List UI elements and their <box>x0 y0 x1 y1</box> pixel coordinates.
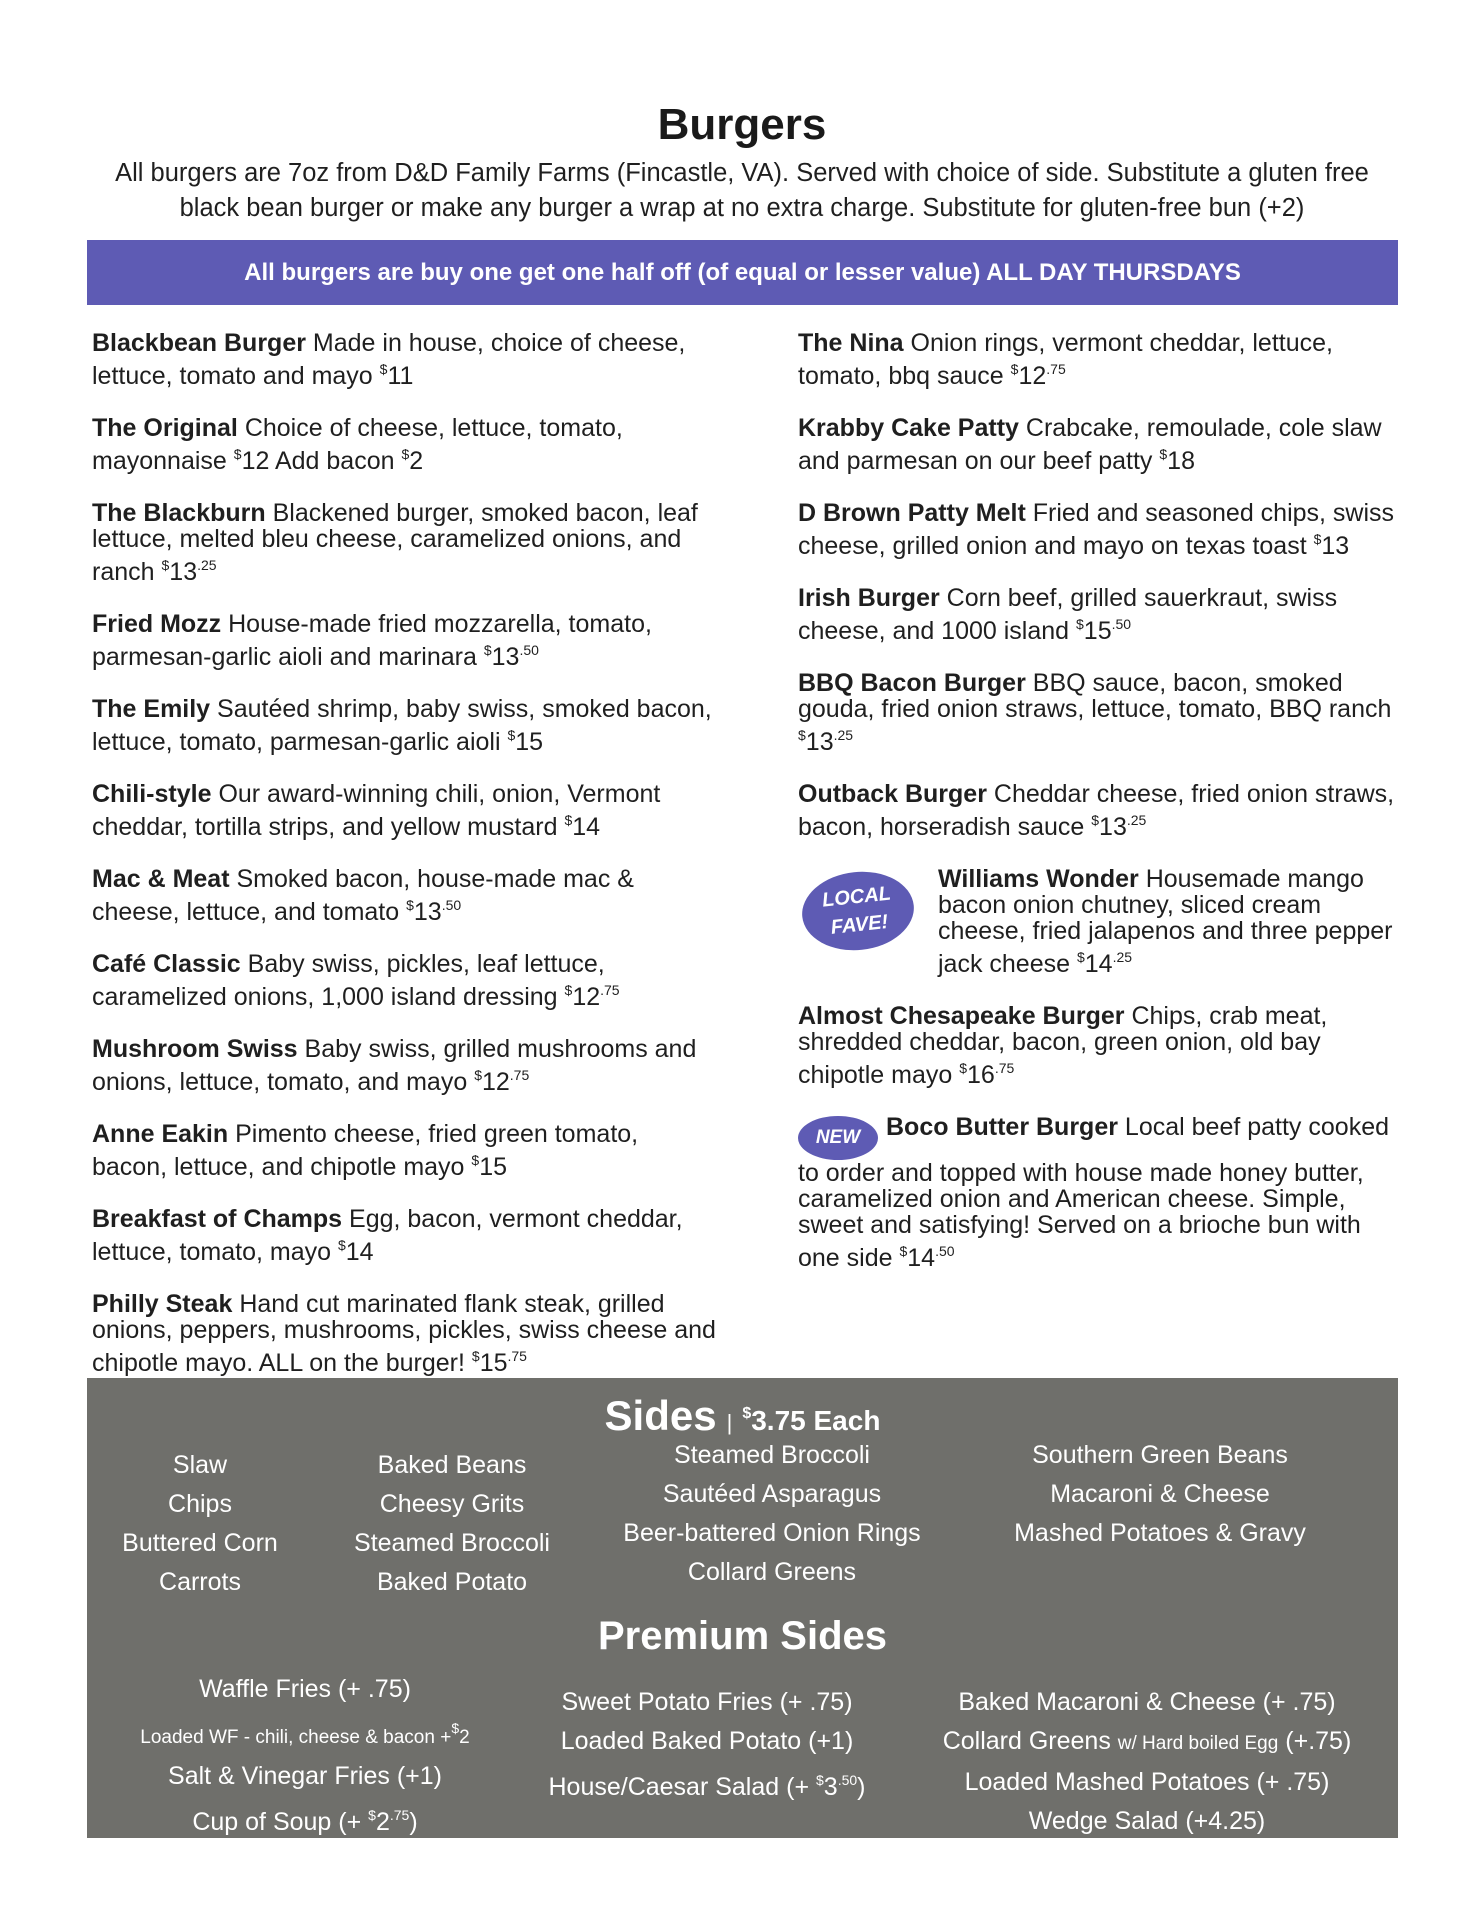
item-name: Blackbean Burger <box>92 329 306 357</box>
premium-item: Wedge Salad (+4.25) <box>1028 1807 1266 1835</box>
sides-column-3 <box>607 1436 937 1592</box>
side-item: Slaw <box>172 1451 228 1479</box>
item-price: $^{\$}13^{.25}$ <box>798 727 854 756</box>
item-extra-price: $2 <box>401 446 424 475</box>
item-name: Almost Chesapeake Burger <box>798 1002 1125 1030</box>
menu-item-philly-steak <box>92 1291 717 1376</box>
item-desc: Pimento cheese, fried green tomato, bacon, lettuce, and chipotle mayo <box>92 1120 639 1181</box>
item-price: $^{\$}13^{.50}$ <box>406 897 462 926</box>
sides-column-2 <box>349 1446 555 1602</box>
item-price: $18 <box>1159 446 1195 475</box>
item-desc: Choice of cheese, lettuce, tomato, mayonnaise <box>92 414 623 475</box>
side-item: Baked Beans <box>377 1451 527 1479</box>
item-name: Williams Wonder <box>938 865 1139 893</box>
side-item: Steamed Broccoli <box>674 1441 870 1469</box>
menu-item-blackbean-burger <box>92 330 717 389</box>
item-price: $^{\$}12^{.75}$ <box>1010 361 1066 390</box>
menu-item-bbq-bacon-burger <box>798 670 1398 755</box>
premium-item: Waffle Fries (+ .75) <box>199 1675 411 1703</box>
menu-item-the-nina <box>798 330 1398 389</box>
item-name: Philly Steak <box>92 1290 233 1318</box>
menu-item-boco-butter <box>798 1114 1398 1271</box>
premium-item: Baked Macaroni & Cheese (+ .75) <box>958 1688 1336 1716</box>
item-desc: Onion rings, vermont cheddar, lettuce, tomato, bbq sauce <box>798 329 1333 390</box>
item-price: $^{\$}12^{.75}$ <box>474 1067 530 1096</box>
side-item: Macaroni & Cheese <box>1050 1480 1270 1508</box>
promo-text: All burgers are buy one get one half off (of equal or lesser value) ALL DAY THURSDAYS <box>244 258 1241 286</box>
premium-item: Loaded Baked Potato (+1) <box>560 1727 854 1755</box>
item-name: Chili-style <box>92 780 212 808</box>
new-badge: NEW <box>798 1116 878 1160</box>
item-name: Breakfast of Champs <box>92 1205 343 1233</box>
premium-item: Salt & Vinegar Fries (+1) <box>168 1762 442 1790</box>
sides-column-4 <box>985 1436 1335 1553</box>
item-name: Anne Eakin <box>92 1120 229 1148</box>
item-desc: Chips, crab meat, shredded cheddar, bacon, green onion, old bay chipotle mayo <box>798 1002 1328 1089</box>
item-price: $14 <box>337 1237 374 1266</box>
item-name: The Blackburn <box>92 499 266 527</box>
item-price: $13 <box>1313 531 1350 560</box>
item-name: BBQ Bacon Burger <box>798 669 1026 697</box>
menu-item-the-blackburn <box>92 500 717 585</box>
item-price: $^{\$}15^{.50}$ <box>1076 616 1132 645</box>
item-name: The Original <box>92 414 238 442</box>
premium-item: Loaded WF - chili, cheese & bacon +$2 <box>140 1720 470 1748</box>
item-desc: Blackened burger, smoked bacon, leaf lettuce, melted bleu cheese, caramelized onions, and ranch <box>92 499 698 586</box>
promo-banner <box>87 240 1398 305</box>
item-price: $^{\$}13^{.25}$ <box>161 557 217 586</box>
item-price: $12 <box>233 446 270 475</box>
item-desc: House-made fried mozzarella, tomato, parmesan-garlic aioli and marinara <box>92 610 652 671</box>
menu-item-caf-classic <box>92 951 717 1010</box>
menu-item-williams-wonder <box>798 866 1398 977</box>
item-desc: Corn beef, grilled sauerkraut, swiss cheese, and 1000 island <box>798 584 1338 645</box>
side-item: Beer-battered Onion Rings <box>623 1519 921 1547</box>
sides-column-1 <box>105 1446 295 1602</box>
menu-item-krabby-cake-patty <box>798 415 1398 474</box>
item-price: $14 <box>564 812 601 841</box>
item-desc: BBQ sauce, bacon, smoked gouda, fried onion straws, lettuce, tomato, BBQ ranch <box>798 669 1392 723</box>
item-name: Mac & Meat <box>92 865 230 893</box>
item-price: $^{\$}13^{.25}$ <box>1091 812 1147 841</box>
item-desc: Local beef patty cooked to order and topped with house made honey butter, caramelized onion and American cheese. Simple, sweet and satisfying! Served on a brioche bun with one side <box>798 1113 1389 1272</box>
menu-item-irish-burger <box>798 585 1398 644</box>
premium-item: House/Caesar Salad (+ $^{\$}3^{.50}$) <box>548 1772 866 1801</box>
item-extra: Add bacon <box>274 447 395 475</box>
item-price: $15 <box>471 1152 508 1181</box>
item-price: $15 <box>507 727 544 756</box>
item-desc: Crabcake, remoulade, cole slaw and parmesan on our beef patty <box>798 414 1382 475</box>
item-price: $^{\$}13^{.50}$ <box>483 642 539 671</box>
sides-panel <box>87 1378 1398 1838</box>
menu-item-outback-burger <box>798 781 1398 840</box>
premium-sides-heading: Premium Sides <box>597 1614 887 1658</box>
item-desc: Egg, bacon, vermont cheddar, lettuce, tomato, mayo <box>92 1205 683 1266</box>
item-price: $^{\$}14^{.25}$ <box>1076 949 1133 978</box>
item-name: Fried Mozz <box>92 610 222 638</box>
side-item: Mashed Potatoes & Gravy <box>1014 1519 1306 1547</box>
item-name: D Brown Patty Melt <box>798 499 1026 527</box>
left-menu-column <box>92 330 717 1402</box>
item-desc: Sautéed shrimp, baby swiss, smoked bacon, lettuce, tomato, parmesan-garlic aioli <box>92 695 712 756</box>
intro-text: All burgers are 7oz from D&D Family Farms (Fincastle, VA). Served with choice of side. Substitute a gluten free black bean burger or make any burger a wrap at no extra charge. Substitute for gluten-free bun (+2) <box>115 159 1369 222</box>
item-desc: Baby swiss, grilled mushrooms and onions, lettuce, tomato, and mayo <box>92 1035 697 1096</box>
item-desc: Baby swiss, pickles, leaf lettuce, caramelized onions, 1,000 island dressing <box>92 950 605 1011</box>
menu-item-breakfast-of-champs <box>92 1206 717 1265</box>
side-item: Baked Potato <box>376 1568 528 1596</box>
side-item: Sautéed Asparagus <box>662 1480 882 1508</box>
side-item: Cheesy Grits <box>379 1490 525 1518</box>
premium-item: Loaded Mashed Potatoes (+ .75) <box>964 1768 1330 1796</box>
side-item: Southern Green Beans <box>1032 1441 1288 1469</box>
premium-column-2 <box>527 1683 887 1807</box>
side-item: Buttered Corn <box>122 1529 278 1557</box>
item-price: $^{\$}12^{.75}$ <box>564 982 620 1011</box>
item-desc: Our award-winning chili, onion, Vermont cheddar, tortilla strips, and yellow mustard <box>92 780 661 841</box>
item-desc: Fried and seasoned chips, swiss cheese, grilled onion and mayo on texas toast <box>798 499 1395 560</box>
menu-item-fried-mozz <box>92 611 717 670</box>
premium-item: Sweet Potato Fries (+ .75) <box>561 1688 853 1716</box>
item-name: The Nina <box>798 329 904 357</box>
item-name: Krabby Cake Patty <box>798 414 1019 442</box>
item-price: $11 <box>379 361 414 390</box>
item-desc: Housemade mango bacon onion chutney, sliced cream cheese, fried jalapenos and three pepper jack cheese <box>938 865 1393 978</box>
side-item: Collard Greens <box>687 1558 857 1586</box>
menu-item-almost-chesapeake <box>798 1003 1398 1088</box>
premium-item: Cup of Soup (+ $^{\$}2^{.75}$) <box>192 1807 418 1836</box>
local-fave-badge: LOCAL FAVE! <box>798 866 918 955</box>
page-title: Burgers <box>657 100 827 149</box>
side-item: Chips <box>168 1490 232 1518</box>
side-item: Carrots <box>159 1568 241 1596</box>
item-name: Outback Burger <box>798 780 987 808</box>
menu-item-anne-eakin <box>92 1121 717 1180</box>
menu-item-mushroom-swiss <box>92 1036 717 1095</box>
item-desc: Smoked bacon, house-made mac & cheese, lettuce, and tomato <box>92 865 634 926</box>
menu-item-the-emily <box>92 696 717 755</box>
right-menu-column <box>798 330 1398 1297</box>
item-desc: Hand cut marinated flank steak, grilled onions, peppers, mushrooms, pickles, swiss cheese and chipotle mayo. ALL on the burger! <box>92 1290 716 1377</box>
item-name: The Emily <box>92 695 211 723</box>
item-name: Boco Butter Burger <box>886 1113 1118 1141</box>
menu-item-the-original <box>92 415 717 474</box>
premium-column-1 <box>105 1670 505 1842</box>
premium-item: Collard Greens w/ Hard boiled Egg (+.75) <box>942 1727 1352 1755</box>
item-price: $^{\$}14^{.50}$ <box>899 1243 955 1272</box>
item-desc: Made in house, choice of cheese, lettuce, tomato and mayo <box>92 329 686 390</box>
menu-item-chili-style <box>92 781 717 840</box>
item-name: Café Classic <box>92 950 241 978</box>
menu-item-d-brown-patty-melt <box>798 500 1398 559</box>
premium-column-3 <box>907 1683 1387 1841</box>
menu-item-mac-meat <box>92 866 717 925</box>
sides-heading: Sides | $3.75 Each <box>604 1392 881 1439</box>
item-desc: Cheddar cheese, fried onion straws, bacon, horseradish sauce <box>798 780 1395 841</box>
item-price: $^{\$}16^{.75}$ <box>959 1060 1015 1089</box>
side-item: Steamed Broccoli <box>354 1529 550 1557</box>
item-price: $^{\$}15^{.75}$ <box>471 1348 527 1377</box>
item-name: Mushroom Swiss <box>92 1035 298 1063</box>
item-name: Irish Burger <box>798 584 940 612</box>
